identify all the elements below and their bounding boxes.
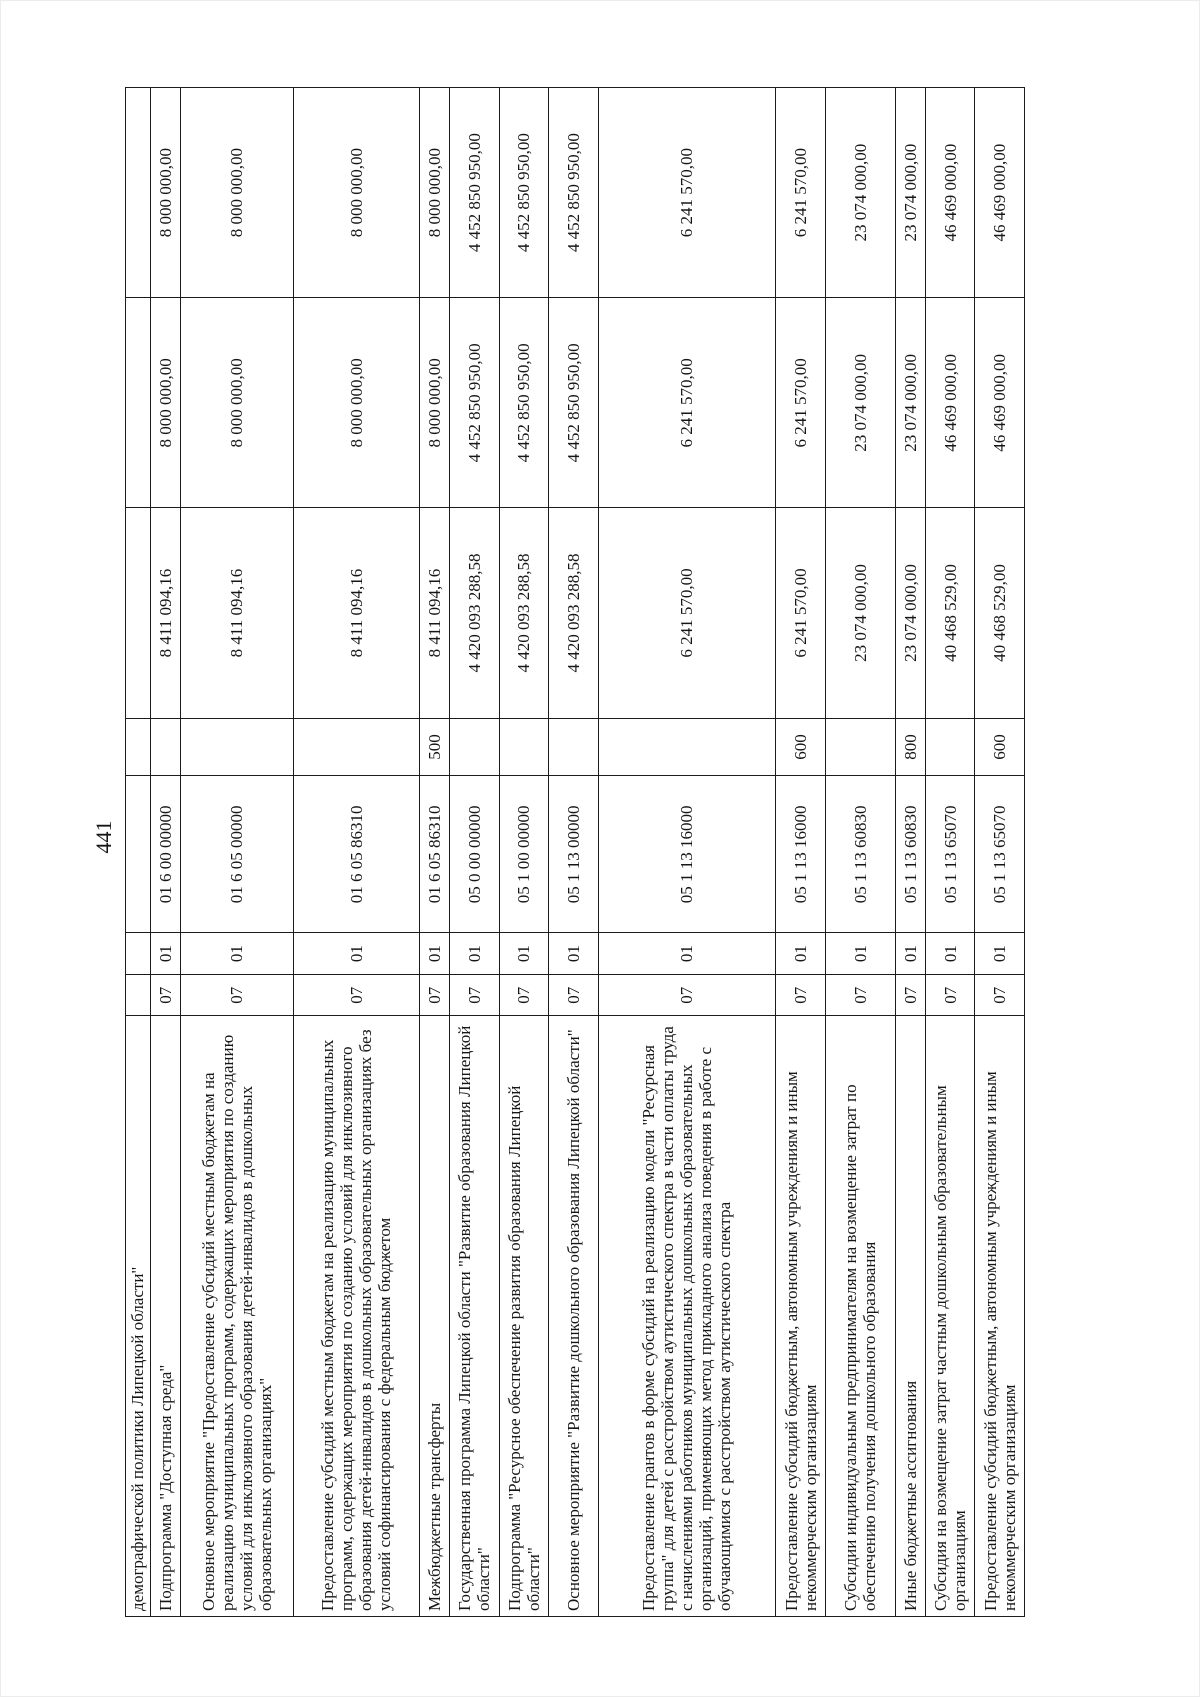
amount-year3-cell: 46 469 000,00 bbox=[925, 88, 975, 298]
amount-year1-cell bbox=[126, 508, 151, 718]
amount-year3-cell: 6 241 570,00 bbox=[776, 88, 826, 298]
row-name-cell: Предоставление грантов в форме субсидий на реализацию модели "Ресурсная группа" для детей с расстройством аутистического спектра в части оплаты труда с начислениями работников муниципальных дошкольных образовательных организаций, применяющих метод прикладного анализа поведения в работе с обучающимися с расстройством аутистического спектра bbox=[598, 1016, 776, 1617]
row-name-cell: демографической политики Липецкой области" bbox=[126, 1016, 151, 1617]
target-article-cell: 05 1 13 60830 bbox=[895, 776, 925, 933]
section-code-cell: 07 bbox=[450, 974, 500, 1016]
amount-year3-cell: 4 452 850 950,00 bbox=[499, 88, 549, 298]
subsection-code-cell: 01 bbox=[181, 933, 294, 975]
target-article-cell: 05 1 13 16000 bbox=[776, 776, 826, 933]
amount-year3-cell: 8 000 000,00 bbox=[150, 88, 180, 298]
amount-year2-cell: 8 000 000,00 bbox=[150, 298, 180, 508]
row-name-cell: Основное мероприятие "Предоставление субсидий местным бюджетам на реализацию муниципальных программ, содержащих мероприятия по созданию условий для инклюзивного образования детей-инвалидов в дошкольных образовательных организациях" bbox=[181, 1016, 294, 1617]
section-code-cell: 07 bbox=[776, 974, 826, 1016]
expense-type-cell bbox=[499, 718, 549, 776]
amount-year2-cell: 46 469 000,00 bbox=[975, 298, 1025, 508]
subsection-code-cell: 01 bbox=[776, 933, 826, 975]
table-body bbox=[126, 88, 1025, 1617]
table-row bbox=[293, 88, 419, 1617]
row-name-cell: Предоставление субсидий бюджетным, автономным учреждениям и иным некоммерческим организациям bbox=[776, 1016, 826, 1617]
amount-year3-cell: 23 074 000,00 bbox=[825, 88, 895, 298]
amount-year2-cell: 8 000 000,00 bbox=[181, 298, 294, 508]
subsection-code-cell: 01 bbox=[450, 933, 500, 975]
amount-year2-cell: 6 241 570,00 bbox=[776, 298, 826, 508]
subsection-code-cell: 01 bbox=[925, 933, 975, 975]
expense-type-cell bbox=[549, 718, 599, 776]
amount-year1-cell: 23 074 000,00 bbox=[825, 508, 895, 718]
subsection-code-cell: 01 bbox=[419, 933, 449, 975]
section-code-cell: 07 bbox=[825, 974, 895, 1016]
amount-year3-cell: 23 074 000,00 bbox=[895, 88, 925, 298]
target-article-cell: 05 1 13 65070 bbox=[975, 776, 1025, 933]
target-article-cell: 05 1 13 00000 bbox=[549, 776, 599, 933]
amount-year2-cell: 4 452 850 950,00 bbox=[549, 298, 599, 508]
amount-year2-cell: 23 074 000,00 bbox=[825, 298, 895, 508]
table-row bbox=[419, 88, 449, 1617]
amount-year1-cell: 4 420 093 288,58 bbox=[499, 508, 549, 718]
row-name-cell: Предоставление субсидий бюджетным, автономным учреждениям и иным некоммерческим организациям bbox=[975, 1016, 1025, 1617]
amount-year2-cell bbox=[126, 298, 151, 508]
amount-year1-cell: 8 411 094,16 bbox=[293, 508, 419, 718]
amount-year2-cell: 4 452 850 950,00 bbox=[499, 298, 549, 508]
amount-year2-cell: 46 469 000,00 bbox=[925, 298, 975, 508]
table-row bbox=[825, 88, 895, 1617]
section-code-cell: 07 bbox=[150, 974, 180, 1016]
target-article-cell: 05 1 00 00000 bbox=[499, 776, 549, 933]
target-article-cell: 05 1 13 16000 bbox=[598, 776, 776, 933]
amount-year2-cell: 8 000 000,00 bbox=[293, 298, 419, 508]
expense-type-cell bbox=[825, 718, 895, 776]
amount-year3-cell: 46 469 000,00 bbox=[975, 88, 1025, 298]
expense-type-cell: 600 bbox=[776, 718, 826, 776]
row-name-cell: Подпрограмма "Доступная среда" bbox=[150, 1016, 180, 1617]
subsection-code-cell: 01 bbox=[895, 933, 925, 975]
table-row bbox=[598, 88, 776, 1617]
amount-year2-cell: 4 452 850 950,00 bbox=[450, 298, 500, 508]
amount-year1-cell: 6 241 570,00 bbox=[776, 508, 826, 718]
amount-year3-cell: 8 000 000,00 bbox=[419, 88, 449, 298]
row-name-cell: Субсидия на возмещение затрат частным дошкольным образовательным организациям bbox=[925, 1016, 975, 1617]
expense-type-cell: 600 bbox=[975, 718, 1025, 776]
amount-year1-cell: 4 420 093 288,58 bbox=[549, 508, 599, 718]
expense-type-cell bbox=[126, 718, 151, 776]
table-row bbox=[895, 88, 925, 1617]
section-code-cell: 07 bbox=[925, 974, 975, 1016]
table-row bbox=[499, 88, 549, 1617]
target-article-cell: 05 1 13 65070 bbox=[925, 776, 975, 933]
target-article-cell bbox=[126, 776, 151, 933]
expense-type-cell bbox=[598, 718, 776, 776]
expense-type-cell: 800 bbox=[895, 718, 925, 776]
table-row bbox=[549, 88, 599, 1617]
amount-year2-cell: 23 074 000,00 bbox=[895, 298, 925, 508]
amount-year1-cell: 8 411 094,16 bbox=[150, 508, 180, 718]
subsection-code-cell bbox=[126, 933, 151, 975]
amount-year1-cell: 8 411 094,16 bbox=[181, 508, 294, 718]
section-code-cell: 07 bbox=[975, 974, 1025, 1016]
expense-type-cell bbox=[925, 718, 975, 776]
amount-year2-cell: 6 241 570,00 bbox=[598, 298, 776, 508]
budget-table-container bbox=[125, 87, 1025, 1617]
subsection-code-cell: 01 bbox=[549, 933, 599, 975]
target-article-cell: 01 6 05 86310 bbox=[293, 776, 419, 933]
section-code-cell: 07 bbox=[293, 974, 419, 1016]
subsection-code-cell: 01 bbox=[975, 933, 1025, 975]
section-code-cell: 07 bbox=[419, 974, 449, 1016]
table-row bbox=[181, 88, 294, 1617]
expense-type-cell bbox=[150, 718, 180, 776]
subsection-code-cell: 01 bbox=[499, 933, 549, 975]
section-code-cell: 07 bbox=[598, 974, 776, 1016]
row-name-cell: Основное мероприятие "Развитие дошкольного образования Липецкой области" bbox=[549, 1016, 599, 1617]
budget-table bbox=[125, 87, 1025, 1617]
amount-year3-cell: 6 241 570,00 bbox=[598, 88, 776, 298]
table-row bbox=[925, 88, 975, 1617]
target-article-cell: 01 6 05 00000 bbox=[181, 776, 294, 933]
amount-year3-cell bbox=[126, 88, 151, 298]
target-article-cell: 05 1 13 60830 bbox=[825, 776, 895, 933]
target-article-cell: 05 0 00 00000 bbox=[450, 776, 500, 933]
row-name-cell: Межбюджетные трансферты bbox=[419, 1016, 449, 1617]
amount-year1-cell: 4 420 093 288,58 bbox=[450, 508, 500, 718]
row-name-cell: Предоставление субсидий местным бюджетам на реализацию муниципальных программ, содержащих мероприятия по созданию условий для инклюзивного образования детей-инвалидов в дошкольных образовательных организациях без условий софинансирования с федеральным бюджетом bbox=[293, 1016, 419, 1617]
amount-year3-cell: 4 452 850 950,00 bbox=[450, 88, 500, 298]
section-code-cell: 07 bbox=[499, 974, 549, 1016]
expense-type-cell bbox=[293, 718, 419, 776]
amount-year1-cell: 40 468 529,00 bbox=[975, 508, 1025, 718]
amount-year2-cell: 8 000 000,00 bbox=[419, 298, 449, 508]
expense-type-cell bbox=[181, 718, 294, 776]
table-row bbox=[126, 88, 151, 1617]
table-row bbox=[150, 88, 180, 1617]
section-code-cell: 07 bbox=[895, 974, 925, 1016]
section-code-cell bbox=[126, 974, 151, 1016]
subsection-code-cell: 01 bbox=[293, 933, 419, 975]
subsection-code-cell: 01 bbox=[598, 933, 776, 975]
table-row bbox=[975, 88, 1025, 1617]
section-code-cell: 07 bbox=[549, 974, 599, 1016]
target-article-cell: 01 6 05 86310 bbox=[419, 776, 449, 933]
amount-year1-cell: 8 411 094,16 bbox=[419, 508, 449, 718]
section-code-cell: 07 bbox=[181, 974, 294, 1016]
amount-year1-cell: 23 074 000,00 bbox=[895, 508, 925, 718]
amount-year1-cell: 40 468 529,00 bbox=[925, 508, 975, 718]
amount-year3-cell: 8 000 000,00 bbox=[293, 88, 419, 298]
row-name-cell: Иные бюджетные ассигнования bbox=[895, 1016, 925, 1617]
amount-year3-cell: 4 452 850 950,00 bbox=[549, 88, 599, 298]
table-row bbox=[776, 88, 826, 1617]
amount-year1-cell: 6 241 570,00 bbox=[598, 508, 776, 718]
subsection-code-cell: 01 bbox=[825, 933, 895, 975]
page-number: 441 bbox=[91, 820, 116, 854]
table-row bbox=[450, 88, 500, 1617]
row-name-cell: Субсидии индивидуальным предпринимателям на возмещение затрат по обеспечению получения дошкольного образования bbox=[825, 1016, 895, 1617]
subsection-code-cell: 01 bbox=[150, 933, 180, 975]
expense-type-cell: 500 bbox=[419, 718, 449, 776]
row-name-cell: Подпрограмма "Ресурсное обеспечение развития образования Липецкой области" bbox=[499, 1016, 549, 1617]
row-name-cell: Государственная программа Липецкой области "Развитие образования Липецкой области" bbox=[450, 1016, 500, 1617]
amount-year3-cell: 8 000 000,00 bbox=[181, 88, 294, 298]
target-article-cell: 01 6 00 00000 bbox=[150, 776, 180, 933]
expense-type-cell bbox=[450, 718, 500, 776]
